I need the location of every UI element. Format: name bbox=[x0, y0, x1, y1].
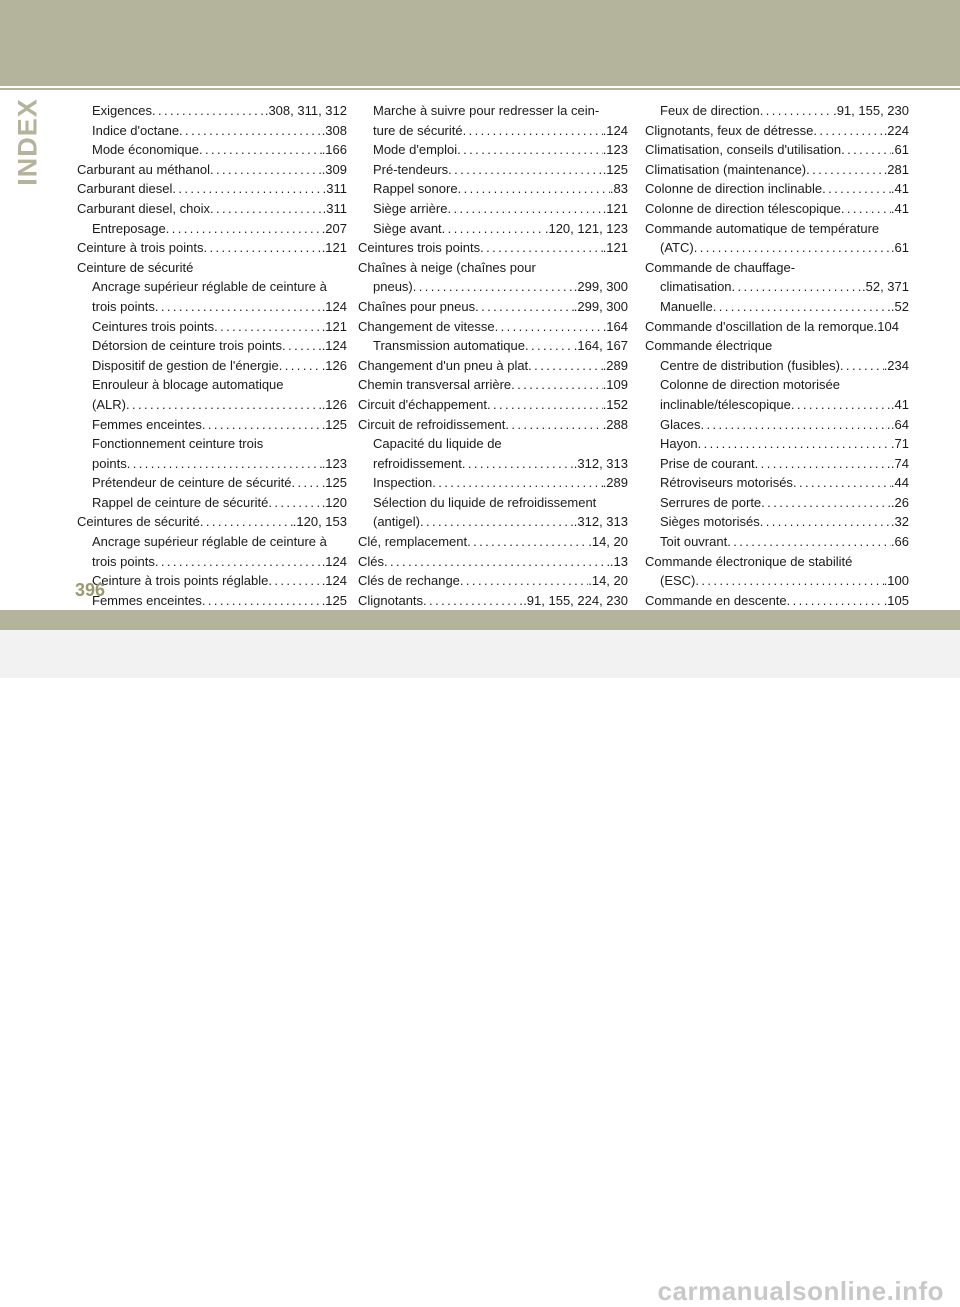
entry-term: Indice d'octane bbox=[92, 122, 180, 138]
entry-pages: .234 bbox=[883, 357, 909, 373]
entry-term: Ancrage supérieur réglable de ceinture à bbox=[92, 279, 327, 295]
index-subentry bbox=[645, 395, 909, 415]
dot-leader bbox=[700, 415, 890, 435]
entry-pages: .26 bbox=[890, 494, 909, 510]
entry-pages: .125 bbox=[321, 475, 347, 491]
dot-leader bbox=[423, 591, 523, 611]
entry-pages: .105 bbox=[883, 592, 909, 608]
header-band bbox=[0, 0, 960, 86]
entry-pages: .125 bbox=[321, 416, 347, 432]
entry-pages: .207 bbox=[321, 220, 347, 236]
index-subentry bbox=[645, 434, 909, 454]
index-subentry bbox=[77, 121, 347, 141]
dot-leader bbox=[791, 395, 891, 415]
dot-leader bbox=[179, 121, 322, 141]
index-subentry bbox=[358, 121, 628, 141]
entry-pages: .100 bbox=[883, 573, 909, 589]
entry-pages: .308 bbox=[321, 122, 347, 138]
entry-term: Carburant diesel, choix bbox=[77, 200, 210, 216]
entry-term: refroidissement bbox=[373, 455, 462, 471]
index-subentry bbox=[77, 297, 347, 317]
entry-term: Commande en descente bbox=[645, 592, 787, 608]
index-subentry bbox=[645, 493, 909, 513]
entry-term: Détorsion de ceinture trois points bbox=[92, 338, 283, 354]
index-subentry bbox=[77, 591, 347, 611]
entry-term: Clés bbox=[358, 553, 385, 569]
entry-term: (antigel) bbox=[373, 514, 420, 530]
index-column-1 bbox=[77, 101, 347, 630]
entry-term: Toit ouvrant bbox=[660, 534, 728, 550]
index-entry bbox=[645, 199, 909, 219]
dot-leader bbox=[787, 591, 884, 611]
index-entry bbox=[358, 395, 628, 415]
dot-leader bbox=[694, 238, 891, 258]
index-subentry bbox=[358, 160, 628, 180]
entry-term: Ceinture de sécurité bbox=[77, 259, 194, 275]
entry-pages: .152 bbox=[602, 396, 628, 412]
index-subentry bbox=[77, 140, 347, 160]
index-subentry bbox=[77, 434, 347, 454]
index-entry bbox=[358, 317, 628, 337]
dot-leader bbox=[528, 356, 603, 376]
entry-term: Circuit d'échappement bbox=[358, 396, 487, 412]
entry-term: Ceintures trois points bbox=[92, 318, 215, 334]
dot-leader bbox=[442, 219, 545, 239]
entry-term: Inspection bbox=[373, 475, 433, 491]
dot-leader bbox=[202, 415, 322, 435]
entry-pages: .309 bbox=[321, 161, 347, 177]
entry-term: Entreposage bbox=[92, 220, 166, 236]
entry-term: Clés de rechange bbox=[358, 573, 460, 589]
index-entry bbox=[645, 179, 909, 199]
entry-term: Pré-tendeurs bbox=[373, 161, 449, 177]
dot-leader bbox=[460, 571, 588, 591]
index-entry bbox=[645, 219, 909, 239]
entry-pages: .126 bbox=[321, 357, 347, 373]
entry-pages: .121 bbox=[321, 318, 347, 334]
dot-leader bbox=[732, 277, 862, 297]
index-subentry bbox=[358, 493, 628, 513]
entry-pages: .74 bbox=[890, 455, 909, 471]
entry-term: Dispositif de gestion de l'énergie bbox=[92, 357, 279, 373]
entry-pages: .125 bbox=[321, 592, 347, 608]
dot-leader bbox=[420, 512, 574, 532]
entry-term: Circuit de refroidissement bbox=[358, 416, 506, 432]
entry-term: Carburant diesel bbox=[77, 181, 173, 197]
entry-term: Carburant au méthanol bbox=[77, 161, 210, 177]
dot-leader bbox=[505, 415, 602, 435]
entry-pages: .123 bbox=[602, 142, 628, 158]
entry-pages: .289 bbox=[602, 475, 628, 491]
dot-leader bbox=[413, 277, 574, 297]
entry-pages: .61 bbox=[890, 240, 909, 256]
entry-term: Chaînes à neige (chaînes pour bbox=[358, 259, 536, 275]
entry-pages: .41 bbox=[890, 200, 909, 216]
entry-pages: .124 bbox=[321, 298, 347, 314]
entry-pages: .124 bbox=[602, 122, 628, 138]
index-subentry bbox=[645, 532, 909, 552]
dot-leader bbox=[841, 199, 891, 219]
index-subentry bbox=[77, 317, 347, 337]
entry-term: Ceintures trois points bbox=[358, 240, 481, 256]
entry-pages: .288 bbox=[602, 416, 628, 432]
index-subentry bbox=[77, 571, 347, 591]
index-subentry bbox=[77, 101, 347, 121]
entry-term: (ATC) bbox=[660, 240, 694, 256]
dot-leader bbox=[840, 356, 884, 376]
index-subentry bbox=[358, 140, 628, 160]
entry-pages: .52 bbox=[890, 298, 909, 314]
dot-leader bbox=[467, 532, 588, 552]
entry-term: trois points bbox=[92, 553, 155, 569]
page-number: 396 bbox=[75, 580, 106, 600]
entry-pages: .312, 313 bbox=[573, 514, 628, 530]
entry-term: Clignotants, feux de détresse bbox=[645, 122, 814, 138]
dot-leader bbox=[755, 454, 891, 474]
entry-term: inclinable/télescopique bbox=[660, 396, 791, 412]
index-entry bbox=[645, 160, 909, 180]
dot-leader bbox=[698, 434, 891, 454]
index-subentry bbox=[645, 415, 909, 435]
index-entry bbox=[77, 199, 347, 219]
index-entry bbox=[645, 140, 909, 160]
entry-pages: .14, 20 bbox=[588, 534, 628, 550]
entry-term: Colonne de direction télescopique bbox=[645, 200, 841, 216]
index-subentry bbox=[645, 571, 909, 591]
entry-pages: .13 bbox=[609, 553, 628, 569]
index-entry bbox=[645, 591, 909, 611]
entry-term: Climatisation, conseils d'utilisation bbox=[645, 142, 842, 158]
entry-pages: .126 bbox=[321, 396, 347, 412]
index-subentry bbox=[77, 552, 347, 572]
dot-leader bbox=[202, 591, 322, 611]
index-subentry bbox=[645, 101, 909, 121]
dot-leader bbox=[210, 199, 323, 219]
entry-term: Ancrage supérieur réglable de ceinture à bbox=[92, 534, 327, 550]
index-entry bbox=[77, 258, 347, 278]
dot-leader bbox=[695, 571, 883, 591]
entry-term: Chemin transversal arrière bbox=[358, 377, 512, 393]
entry-pages: .41 bbox=[890, 181, 909, 197]
index-entry bbox=[358, 238, 628, 258]
index-subentry bbox=[77, 356, 347, 376]
entry-pages: .299, 300 bbox=[573, 298, 628, 314]
entry-term: Siège arrière bbox=[373, 200, 448, 216]
dot-leader bbox=[291, 473, 321, 493]
dot-leader bbox=[448, 160, 603, 180]
entry-pages: .44 bbox=[890, 475, 909, 491]
watermark-text: carmanualsonline.info bbox=[657, 1276, 944, 1306]
entry-term: (ALR) bbox=[92, 396, 126, 412]
index-entry bbox=[358, 591, 628, 611]
dot-leader bbox=[199, 140, 322, 160]
entry-term: Clé, remplacement bbox=[358, 534, 468, 550]
entry-pages: .281 bbox=[883, 161, 909, 177]
entry-term: Ceinture à trois points bbox=[77, 240, 204, 256]
index-entry bbox=[77, 238, 347, 258]
entry-pages: .164 bbox=[602, 318, 628, 334]
entry-pages: .121 bbox=[602, 240, 628, 256]
header-rule bbox=[0, 88, 960, 90]
entry-pages: .83 bbox=[609, 181, 628, 197]
entry-pages: .66 bbox=[890, 534, 909, 550]
entry-term: Commande automatique de température bbox=[645, 220, 880, 236]
index-subentry bbox=[358, 512, 628, 532]
index-subentry bbox=[77, 277, 347, 297]
index-entry bbox=[645, 258, 909, 278]
dot-leader bbox=[462, 454, 574, 474]
index-subentry bbox=[645, 356, 909, 376]
dot-leader bbox=[806, 160, 884, 180]
dot-leader bbox=[760, 512, 891, 532]
dot-leader bbox=[727, 532, 891, 552]
entry-term: Ceintures de sécurité bbox=[77, 514, 200, 530]
index-subentry bbox=[645, 454, 909, 474]
entry-term: Prise de courant bbox=[660, 455, 755, 471]
index-subentry bbox=[358, 219, 628, 239]
dot-leader bbox=[126, 395, 322, 415]
entry-term: Sièges motorisés bbox=[660, 514, 760, 530]
index-subentry bbox=[358, 336, 628, 356]
dot-leader bbox=[152, 101, 265, 121]
index-subentry bbox=[645, 297, 909, 317]
entry-pages: .123 bbox=[321, 455, 347, 471]
dot-leader bbox=[793, 473, 891, 493]
index-entry bbox=[77, 160, 347, 180]
dot-leader bbox=[155, 297, 322, 317]
dot-leader bbox=[200, 512, 293, 532]
entry-term: Changement de vitesse bbox=[358, 318, 495, 334]
entry-pages: .124 bbox=[321, 553, 347, 569]
dot-leader bbox=[475, 297, 574, 317]
index-entry bbox=[645, 121, 909, 141]
entry-term: Climatisation (maintenance) bbox=[645, 161, 807, 177]
entry-term: Femmes enceintes bbox=[92, 416, 202, 432]
dot-leader bbox=[463, 121, 603, 141]
index-entry bbox=[358, 258, 628, 278]
dot-leader bbox=[166, 219, 322, 239]
index-subentry bbox=[358, 179, 628, 199]
entry-pages: .125 bbox=[602, 161, 628, 177]
index-subentry bbox=[358, 473, 628, 493]
entry-pages: .120, 153 bbox=[292, 514, 347, 530]
dot-leader bbox=[203, 238, 321, 258]
entry-pages: .120, 121, 123 bbox=[544, 220, 628, 236]
entry-term: Mode d'emploi bbox=[373, 142, 458, 158]
entry-term: Ceinture à trois points réglable bbox=[92, 573, 269, 589]
index-subentry bbox=[77, 219, 347, 239]
entry-pages: .71 bbox=[890, 436, 909, 452]
entry-term: Rappel sonore bbox=[373, 181, 458, 197]
dot-leader bbox=[155, 552, 322, 572]
index-tab-label: INDEX bbox=[12, 98, 43, 186]
entry-pages: .64 bbox=[890, 416, 909, 432]
entry-term: Mode économique bbox=[92, 142, 199, 158]
entry-term: Chaînes pour pneus bbox=[358, 298, 476, 314]
entry-term: points bbox=[92, 455, 127, 471]
entry-term: Transmission automatique bbox=[373, 338, 525, 354]
dot-leader bbox=[447, 199, 602, 219]
entry-pages: .166 bbox=[321, 142, 347, 158]
entry-term: ture de sécurité bbox=[373, 122, 463, 138]
entry-term: Changement d'un pneu à plat bbox=[358, 357, 529, 373]
entry-term: Feux de direction bbox=[660, 103, 760, 118]
entry-pages: .91, 155, 230 bbox=[833, 103, 909, 118]
index-subentry bbox=[77, 415, 347, 435]
index-entry bbox=[77, 179, 347, 199]
entry-term: Sélection du liquide de refroidissement bbox=[373, 494, 597, 510]
entry-pages: .124 bbox=[321, 338, 347, 354]
index-entry bbox=[358, 552, 628, 572]
entry-term: Enrouleur à blocage automatique bbox=[92, 377, 284, 393]
index-subentry bbox=[358, 101, 628, 121]
dot-leader bbox=[127, 454, 322, 474]
dot-leader bbox=[761, 493, 891, 513]
entry-pages: .61 bbox=[890, 142, 909, 158]
dot-leader bbox=[511, 375, 603, 395]
entry-term: (ESC) bbox=[660, 573, 696, 589]
index-entry bbox=[77, 512, 347, 532]
index-subentry bbox=[645, 277, 909, 297]
index-entry bbox=[358, 375, 628, 395]
dot-leader bbox=[458, 179, 610, 199]
entry-pages: .121 bbox=[602, 200, 628, 216]
entry-term: Rappel de ceinture de sécurité bbox=[92, 494, 269, 510]
entry-term: Colonne de direction inclinable bbox=[645, 181, 823, 197]
entry-term: Glaces bbox=[660, 416, 701, 432]
index-subentry bbox=[77, 532, 347, 552]
entry-pages: .311 bbox=[322, 181, 347, 197]
entry-term: Rétroviseurs motorisés bbox=[660, 475, 793, 491]
entry-pages: .312, 313 bbox=[573, 455, 628, 471]
entry-pages: .289 bbox=[602, 357, 628, 373]
index-entry bbox=[358, 297, 628, 317]
entry-term: Serrures de porte bbox=[660, 494, 762, 510]
dot-leader bbox=[841, 140, 891, 160]
entry-term: Exigences bbox=[92, 103, 152, 118]
dot-leader bbox=[172, 179, 322, 199]
dot-leader bbox=[495, 317, 603, 337]
dot-leader bbox=[282, 336, 322, 356]
dot-leader bbox=[822, 179, 891, 199]
dot-leader bbox=[457, 140, 603, 160]
entry-term: Commande électrique bbox=[645, 338, 773, 354]
entry-pages: .164, 167 bbox=[573, 338, 628, 354]
entry-term: Commande d'oscillation de la remorque.104 bbox=[645, 318, 899, 334]
footer-bar bbox=[0, 630, 960, 1306]
index-column-2 bbox=[358, 101, 628, 630]
dot-leader bbox=[525, 336, 574, 356]
entry-pages: .91, 155, 224, 230 bbox=[523, 592, 628, 608]
entry-term: Femmes enceintes bbox=[92, 592, 202, 608]
entry-term: Marche à suivre pour redresser la cein- bbox=[373, 103, 600, 118]
index-subentry bbox=[77, 336, 347, 356]
dot-leader bbox=[214, 317, 322, 337]
entry-pages: .124 bbox=[321, 573, 347, 589]
entry-pages: .311 bbox=[322, 200, 347, 216]
index-subentry bbox=[77, 454, 347, 474]
entry-term: Clignotants bbox=[358, 592, 424, 608]
entry-pages: .32 bbox=[890, 514, 909, 530]
dot-leader bbox=[760, 101, 833, 121]
index-subentry bbox=[358, 199, 628, 219]
entry-term: Manuelle bbox=[660, 298, 713, 314]
entry-pages: .120 bbox=[321, 494, 347, 510]
index-entry bbox=[358, 356, 628, 376]
index-entry bbox=[358, 571, 628, 591]
index-subentry bbox=[645, 375, 909, 395]
index-subentry bbox=[358, 434, 628, 454]
entry-pages: .308, 311, 312 bbox=[264, 103, 347, 118]
entry-pages: .52, 371 bbox=[862, 279, 909, 295]
entry-term: Colonne de direction motorisée bbox=[660, 377, 840, 393]
dot-leader bbox=[268, 493, 321, 513]
entry-pages: .41 bbox=[890, 396, 909, 412]
entry-term: pneus) bbox=[373, 279, 413, 295]
index-subentry bbox=[77, 473, 347, 493]
dot-leader bbox=[713, 297, 891, 317]
entry-term: Siège avant bbox=[373, 220, 442, 236]
index-subentry bbox=[77, 375, 347, 395]
dot-leader bbox=[487, 395, 603, 415]
index-subentry bbox=[77, 395, 347, 415]
index-entry bbox=[645, 336, 909, 356]
entry-pages: .14, 20 bbox=[588, 573, 628, 589]
index-subentry bbox=[358, 454, 628, 474]
index-subentry bbox=[77, 493, 347, 513]
entry-term: Hayon bbox=[660, 436, 698, 452]
index-entry bbox=[358, 415, 628, 435]
index-subentry bbox=[645, 238, 909, 258]
dot-leader bbox=[480, 238, 603, 258]
entry-pages: .121 bbox=[321, 240, 347, 256]
entry-term: Capacité du liquide de bbox=[373, 436, 502, 452]
entry-term: Commande électronique de stabilité bbox=[645, 553, 853, 569]
dot-leader bbox=[268, 571, 321, 591]
index-side-tab bbox=[0, 90, 60, 190]
dot-leader bbox=[384, 552, 610, 572]
dot-leader bbox=[279, 356, 322, 376]
entry-term: Fonctionnement ceinture trois bbox=[92, 436, 264, 452]
dot-leader bbox=[813, 121, 883, 141]
index-subentry bbox=[358, 277, 628, 297]
entry-term: Commande de chauffage- bbox=[645, 259, 796, 275]
entry-pages: .224 bbox=[883, 122, 909, 138]
footer-band bbox=[0, 610, 960, 630]
entry-pages: .299, 300 bbox=[573, 279, 628, 295]
index-entry bbox=[645, 317, 909, 337]
index-entry bbox=[645, 552, 909, 572]
entry-term: trois points bbox=[92, 298, 155, 314]
index-entry bbox=[358, 532, 628, 552]
index-subentry bbox=[645, 512, 909, 532]
index-column-3 bbox=[645, 101, 909, 610]
entry-pages: .109 bbox=[602, 377, 628, 393]
dot-leader bbox=[210, 160, 322, 180]
index-subentry bbox=[645, 473, 909, 493]
entry-term: Prétendeur de ceinture de sécurité bbox=[92, 475, 292, 491]
entry-term: climatisation bbox=[660, 279, 732, 295]
entry-term: Centre de distribution (fusibles) bbox=[660, 357, 840, 373]
dot-leader bbox=[432, 473, 602, 493]
